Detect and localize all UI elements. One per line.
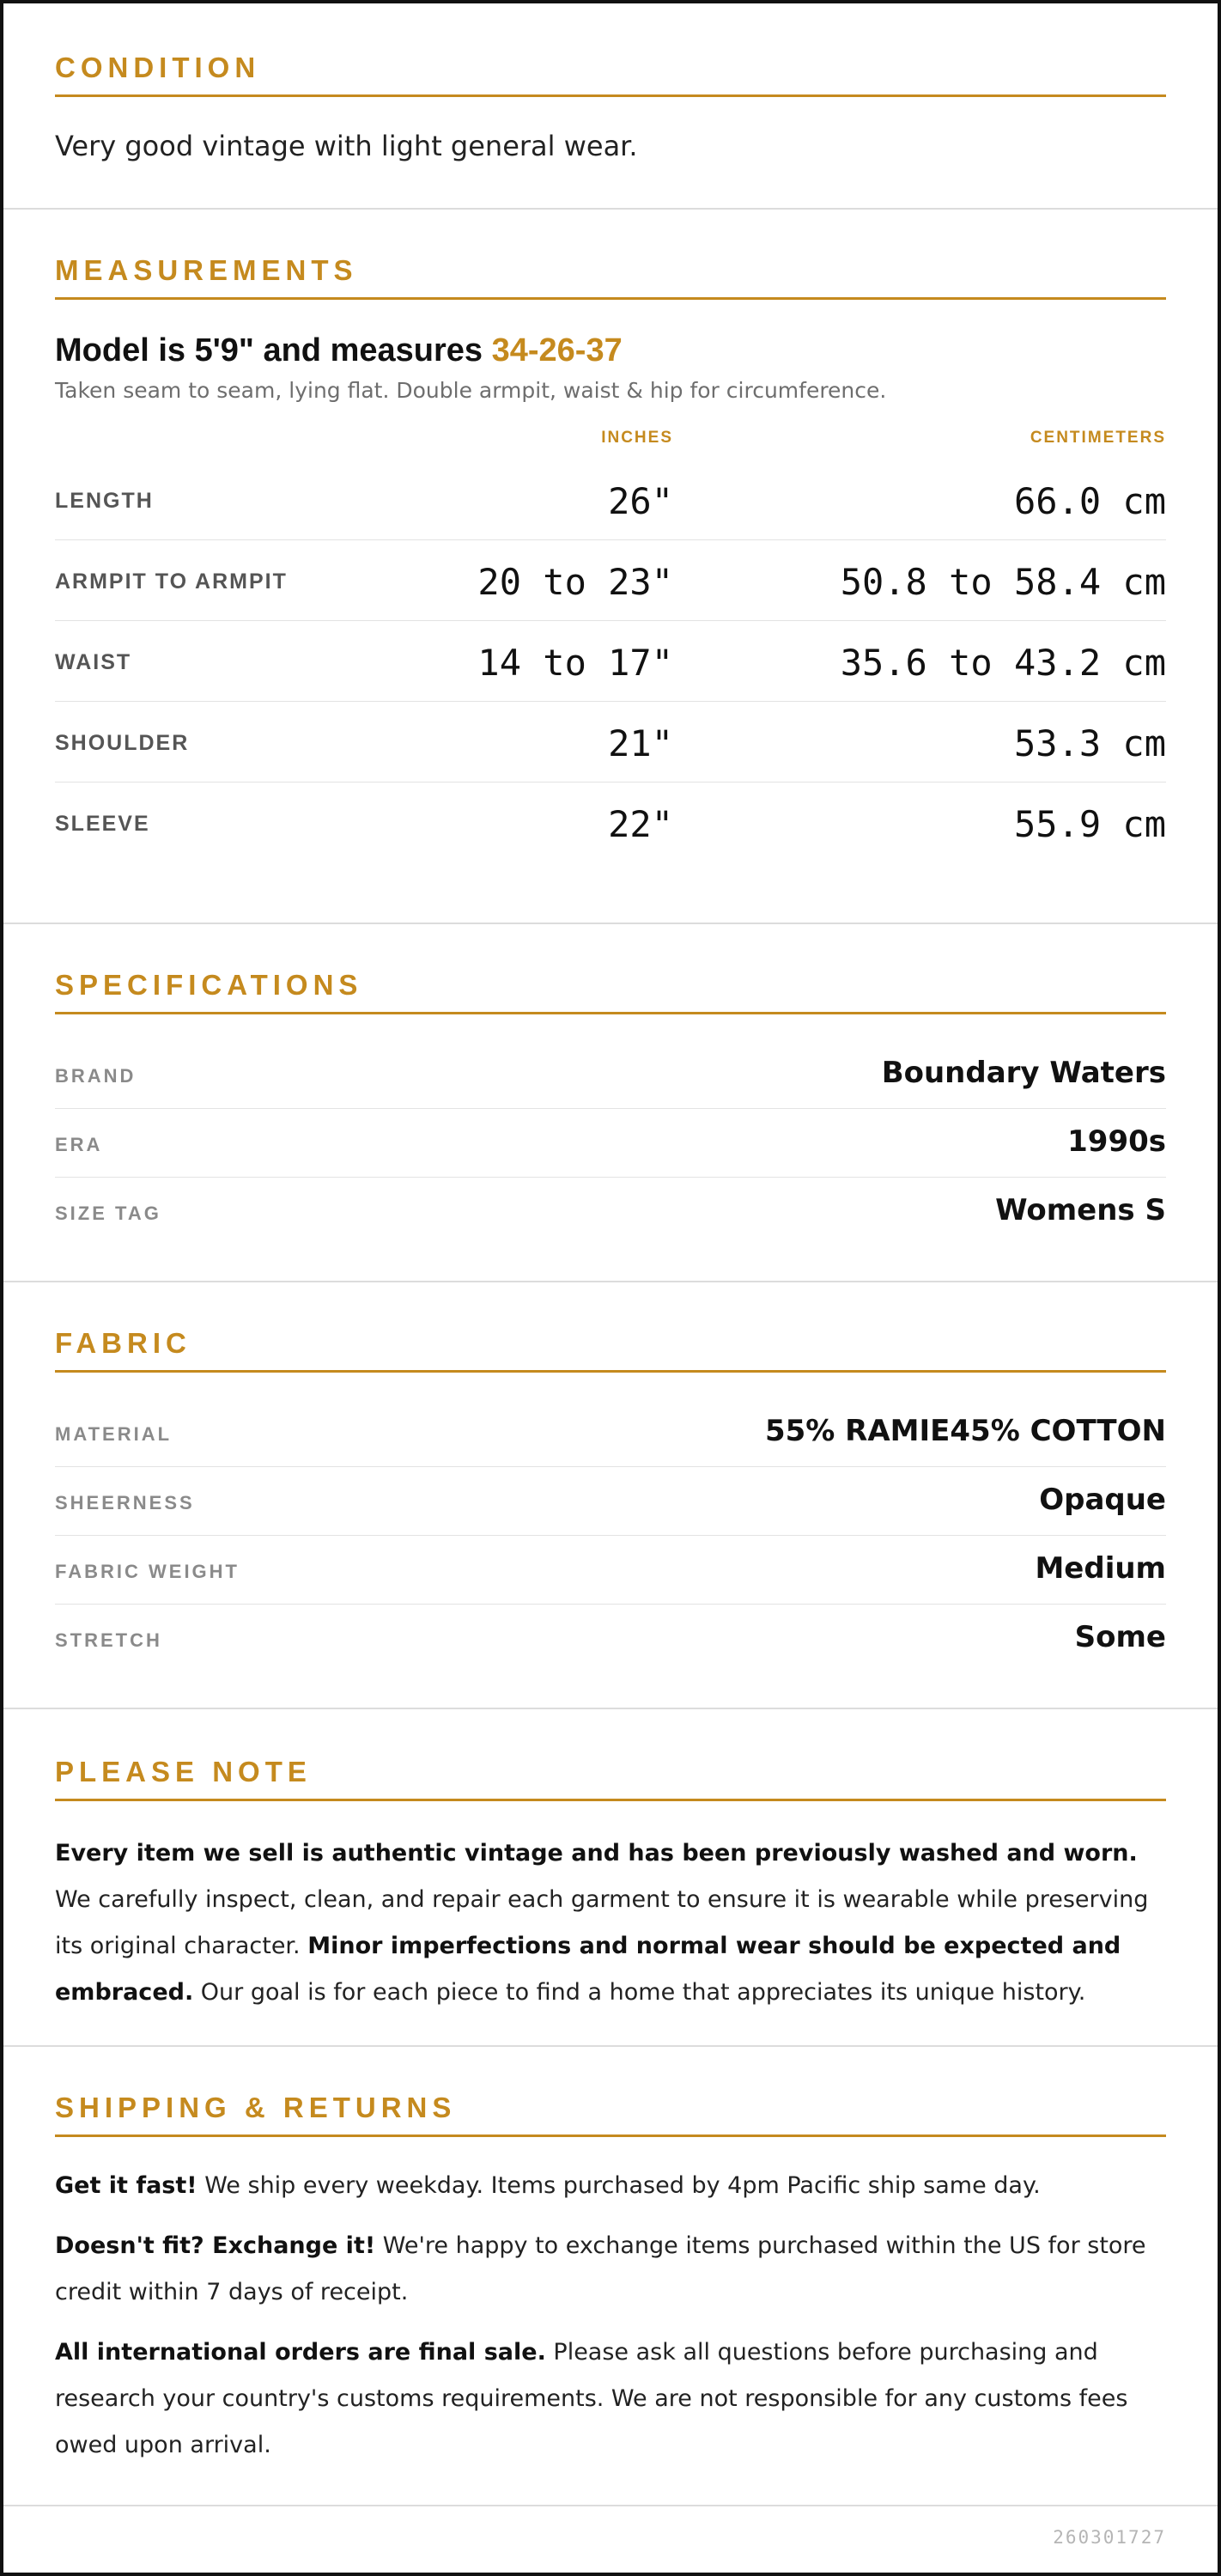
spec-value: 1990s [1067,1124,1166,1159]
spec-label: ERA [55,1134,103,1155]
shipping-returns-body [55,2163,1166,2469]
measurement-label: ARMPIT TO ARMPIT [55,569,288,594]
measurement-row-shoulder [55,702,1166,783]
shipping-paragraph-text: We ship every weekday. Items purchased by 4pm Pacific ship same day. [197,2172,1041,2199]
fabric-row-sheerness [55,1467,1166,1536]
fabric-row-stretch [55,1605,1166,1673]
measurement-inches: 26" [608,480,673,522]
spec-label: SIZE TAG [55,1203,161,1224]
shipping-paragraph-bold: Get it fast! [55,2172,197,2199]
measurement-row-sleeve [55,783,1166,863]
measurement-label: SHOULDER [55,731,190,755]
model-info [55,332,1166,369]
footer [3,2506,1218,2567]
fabric-value: 55% RAMIE45% COTTON [764,1414,1166,1448]
spec-label: BRAND [55,1065,137,1087]
specifications-heading: SPECIFICATIONS [55,969,1166,1014]
note-bold-1: Every item we sell is authentic vintage and has been previously washed and worn. [55,1840,1138,1867]
measurements-table [55,460,1166,863]
measurement-inches: 20 to 23" [477,561,673,603]
shipping-paragraph-text: We're happy to exchange items purchased within the US for store credit within 7 days of receipt. [55,2232,1146,2305]
fabric-section [3,1282,1218,1709]
measurements-heading: MEASUREMENTS [55,254,1166,300]
model-info-prefix: Model is 5'9" and measures [55,332,492,368]
fabric-value: Medium [1035,1551,1166,1586]
shipping-paragraph [55,2163,1166,2209]
spec-value: Womens S [995,1193,1166,1227]
item-id: 260301727 [1053,2527,1166,2548]
measurement-label: LENGTH [55,489,154,513]
measurement-cm: 50.8 to 58.4 cm [840,561,1166,603]
measurement-cm: 66.0 cm [1013,480,1166,522]
measurement-cm: 55.9 cm [1013,803,1166,845]
shipping-paragraph [55,2329,1166,2469]
measurement-row-waist [55,621,1166,702]
measurement-label: WAIST [55,650,132,674]
spec-row-size-tag [55,1178,1166,1246]
measurement-row-length [55,460,1166,540]
inches-column-header: INCHES [601,429,673,447]
shipping-returns-heading: SHIPPING & RETURNS [55,2092,1166,2137]
specifications-section [3,924,1218,1282]
shipping-returns-section [3,2047,1218,2506]
fabric-label: FABRIC WEIGHT [55,1561,240,1582]
centimeters-column-header: CENTIMETERS [1030,429,1166,447]
measurement-cm: 53.3 cm [1013,722,1166,764]
specifications-list [55,1040,1166,1246]
measurement-row-armpit [55,540,1166,621]
fabric-list [55,1398,1166,1673]
please-note-text [55,1830,1166,2016]
please-note-section [3,1709,1218,2047]
measurements-section [3,210,1218,924]
shipping-paragraph-text: Please ask all questions before purchasing and research your country's customs requirements. We are not responsible for any customs fees owed upon arrival. [55,2339,1128,2458]
spec-row-era [55,1109,1166,1178]
note-text-2: Our goal is for each piece to find a home that appreciates its unique history. [193,1979,1086,2006]
fabric-label: MATERIAL [55,1423,173,1445]
fabric-label: SHEERNESS [55,1492,195,1513]
shipping-paragraph [55,2223,1166,2316]
please-note-heading: PLEASE NOTE [55,1756,1166,1801]
fabric-label: STRETCH [55,1629,162,1651]
measurements-subtitle: Taken seam to seam, lying flat. Double armpit, waist & hip for circumference. [55,378,887,403]
fabric-row-weight [55,1536,1166,1605]
model-measures: 34-26-37 [491,332,623,368]
fabric-heading: FABRIC [55,1327,1166,1373]
fabric-value: Some [1074,1620,1166,1654]
condition-section [3,3,1218,210]
measurements-column-headers [55,429,1166,460]
shipping-paragraph-bold: Doesn't fit? Exchange it! [55,2232,376,2259]
shipping-paragraph-bold: All international orders are final sale. [55,2339,546,2366]
condition-text: Very good vintage with light general wear. [55,130,638,162]
note-bold-2: Minor imperfections and normal wear should be expected and embraced. [55,1933,1121,2006]
measurement-cm: 35.6 to 43.2 cm [840,642,1166,684]
measurement-inches: 14 to 17" [477,642,673,684]
spec-row-brand [55,1040,1166,1109]
measurement-inches: 22" [608,803,673,845]
fabric-value: Opaque [1039,1483,1166,1517]
measurement-label: SLEEVE [55,812,150,836]
spec-value: Boundary Waters [881,1056,1166,1090]
note-text-1: We carefully inspect, clean, and repair each garment to ensure it is wearable while preserving its original character. [55,1886,1149,1959]
measurement-inches: 21" [608,722,673,764]
fabric-row-material [55,1398,1166,1467]
condition-heading: CONDITION [55,52,1166,97]
